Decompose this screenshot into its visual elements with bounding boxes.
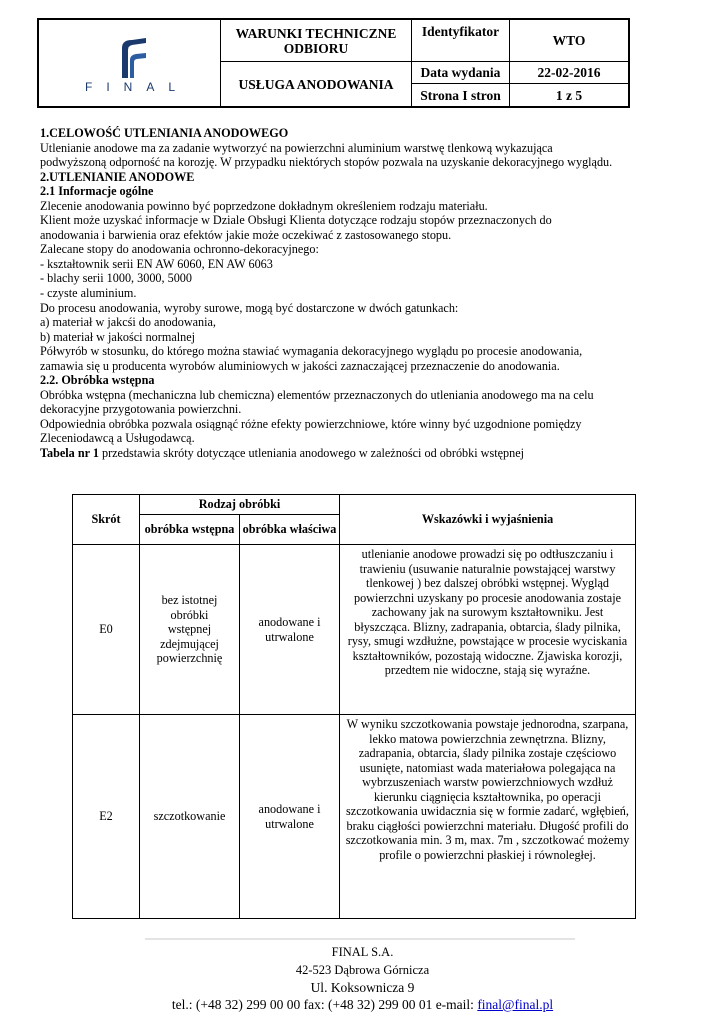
page-value: 1 z 5 xyxy=(555,87,583,103)
issue-date-value: 22-02-2016 xyxy=(510,62,628,84)
cell-pre: szczotkowanie xyxy=(140,715,240,919)
footer-company: FINAL S.A. xyxy=(331,945,394,959)
logo-wordmark: FINAL xyxy=(84,80,189,94)
footer-street: Ul. Koksownicza 9 xyxy=(310,980,415,995)
issue-date-label: Data wydania xyxy=(412,62,510,84)
paragraph-line: Utlenianie anodowe ma za zadanie wytworzyć na powierzchni aluminium warstwę tlenkową wykazująca xyxy=(40,140,553,155)
table-row xyxy=(73,545,636,715)
section-2-1-heading: 2.1 Informacje ogólne xyxy=(40,184,154,199)
document-header xyxy=(37,18,630,108)
paragraph-line: dekoracyjne przygotowania powierzchni. xyxy=(40,402,242,417)
list-item: a) materiał w jakcśi do anodowania, xyxy=(40,315,216,330)
document-body xyxy=(40,126,690,461)
paragraph-line: Zalecane stopy do anodowania ochronno-dekoracyjnego: xyxy=(40,242,319,257)
cell-main: anodowane i utrwalone xyxy=(240,545,340,715)
paragraph-line: Do procesu anodowania, wyroby surowe, mogą być dostarczone w dwóch gatunkach: xyxy=(40,300,459,315)
cell-pre: bez istotnej obróbki wstępnej zdejmującej powierzchnię xyxy=(140,545,240,715)
cell-notes: utlenianie anodowe prowadzi się po odtłuszczaniu i trawieniu (usuwanie naturalnie powstającej warstwy tlenkowej ) bez dalszej obróbki wstępnej. Wygląd powierzchni uzyskany po procesie anodowania zostaje zachowany jak na surowym kształtowniku. Jest błyszcząca. Blizny, zadrapania, obtarcia, ślady pilnika, rysy, smugi wzdłużne, powstające w procesie wyciskania kształtowników, pozostają widoczne. Zjawiska korozji, przedtem nie widoczne, stają się wyraźne. xyxy=(340,545,636,715)
company-logo xyxy=(39,20,220,106)
list-item: b) materiał w jakości normalnej xyxy=(40,329,195,344)
col-header-code: Skrót xyxy=(73,495,140,545)
footer-divider xyxy=(145,938,575,940)
table-reference-text: przedstawia skróty dotyczące utleniania anodowego w zależności od obróbki wstępnej xyxy=(98,446,525,461)
page-label: Strona I stron xyxy=(412,84,510,106)
cell-main: anodowane i utrwalone xyxy=(240,715,340,919)
paragraph-line: Odpowiednia obróbka pozwala osiągnąć różne efekty powierzchniowe, które winny być uzgodnione pomiędzy xyxy=(40,416,582,431)
cell-code: E0 xyxy=(73,545,140,715)
paragraph-line: podwyższoną odporność na korozję. W przypadku niektórych stopów pozwala na uzyskanie dekoracyjnego wyglądu. xyxy=(40,155,613,170)
col-header-type: Rodzaj obróbki xyxy=(140,495,340,515)
identifier-value: WTO xyxy=(510,20,628,62)
paragraph-line: Klient może uzyskać informacje w Dziale Obsługi Klienta dotyczące rodzaju stopów przeznaczonych do xyxy=(40,213,552,228)
list-item: - blachy serii 1000, 3000, 5000 xyxy=(40,271,192,286)
list-item: - kształtownik serii EN AW 6060, EN AW 6063 xyxy=(40,256,273,271)
table-reference xyxy=(40,446,690,461)
email-link[interactable]: final@final.pl xyxy=(477,997,554,1012)
section-2-2-heading: 2.2. Obróbka wstępna xyxy=(40,373,155,388)
paragraph-line: Półwyrób w stosunku, do którego można stawiać wymagania dekoracyjnego wyglądu po procesie anodowania, xyxy=(40,344,583,359)
footer-contact xyxy=(0,997,725,1013)
paragraph-line: Obróbka wstępna (mechaniczna lub chemiczna) elementów przeznaczonych do utleniania anodowego ma na celu xyxy=(40,387,594,402)
col-header-pre: obróbka wstępna xyxy=(140,515,240,545)
section-1-heading: 1.CELOWOŚĆ UTLENIANIA ANODOWEGO xyxy=(40,126,289,140)
paragraph-line: zamawia się u producenta wyrobów aluminiowych w jakości zaznaczającej przeznaczenie do anodowania. xyxy=(40,358,560,373)
identifier-label: Identyfikator xyxy=(412,20,510,62)
paragraph-line: anodowania i barwienia oraz efektów jakie może oczekiwać z zastosowanego stopu. xyxy=(40,227,452,242)
table-row xyxy=(73,715,636,919)
footer-contact-text: tel.: (+48 32) 299 00 00 fax: (+48 32) 299 00 01 e-mail: xyxy=(171,997,478,1012)
footer-city: 42-523 Dąbrowa Górnicza xyxy=(295,963,430,977)
col-header-main: obróbka właściwa xyxy=(240,515,340,545)
logo-mark-icon xyxy=(112,38,148,78)
cell-code: E2 xyxy=(73,715,140,919)
logo-cell xyxy=(39,20,221,106)
cell-notes: W wyniku szczotkowania powstaje jednorodna, szarpana, lekko matowa powierzchnia zewnętrzna. Blizny, zadrapania, obtarcia, ślady pilnika zostaje częściowo usunięte, natomiast wada materiałowa polegająca na wybrzuszeniach warstw powierzchniowych wzdłuż kierunku ciągnięcia kształtownika, po operacji szczotkowania uwidacznia się w formie zadarć, wgłębień, braku ciągłości powierzchni materiału. Długość profili do szczotkowania min. 3 m, max. 7m , szczotkować możemy profile o powierzchni płaskiej i równoległej. xyxy=(340,715,636,919)
table-reference-bold: Tabela nr 1 xyxy=(40,446,99,461)
col-header-notes: Wskazówki i wyjaśnienia xyxy=(340,495,636,545)
section-2-heading: 2.UTLENIANIE ANODOWE xyxy=(40,169,195,184)
service-name: USŁUGA ANODOWANIA xyxy=(221,62,412,106)
pretreatment-table xyxy=(72,494,636,919)
document-title: WARUNKI TECHNICZNE ODBIORU xyxy=(221,20,412,62)
list-item: - czyste aluminium. xyxy=(40,286,137,301)
paragraph-line: Zlecenie anodowania powinno być poprzedzone dokładnym określeniem rodzaju materiału. xyxy=(40,198,488,213)
paragraph-line: Zleceniodawcą a Usługodawcą. xyxy=(40,431,195,446)
